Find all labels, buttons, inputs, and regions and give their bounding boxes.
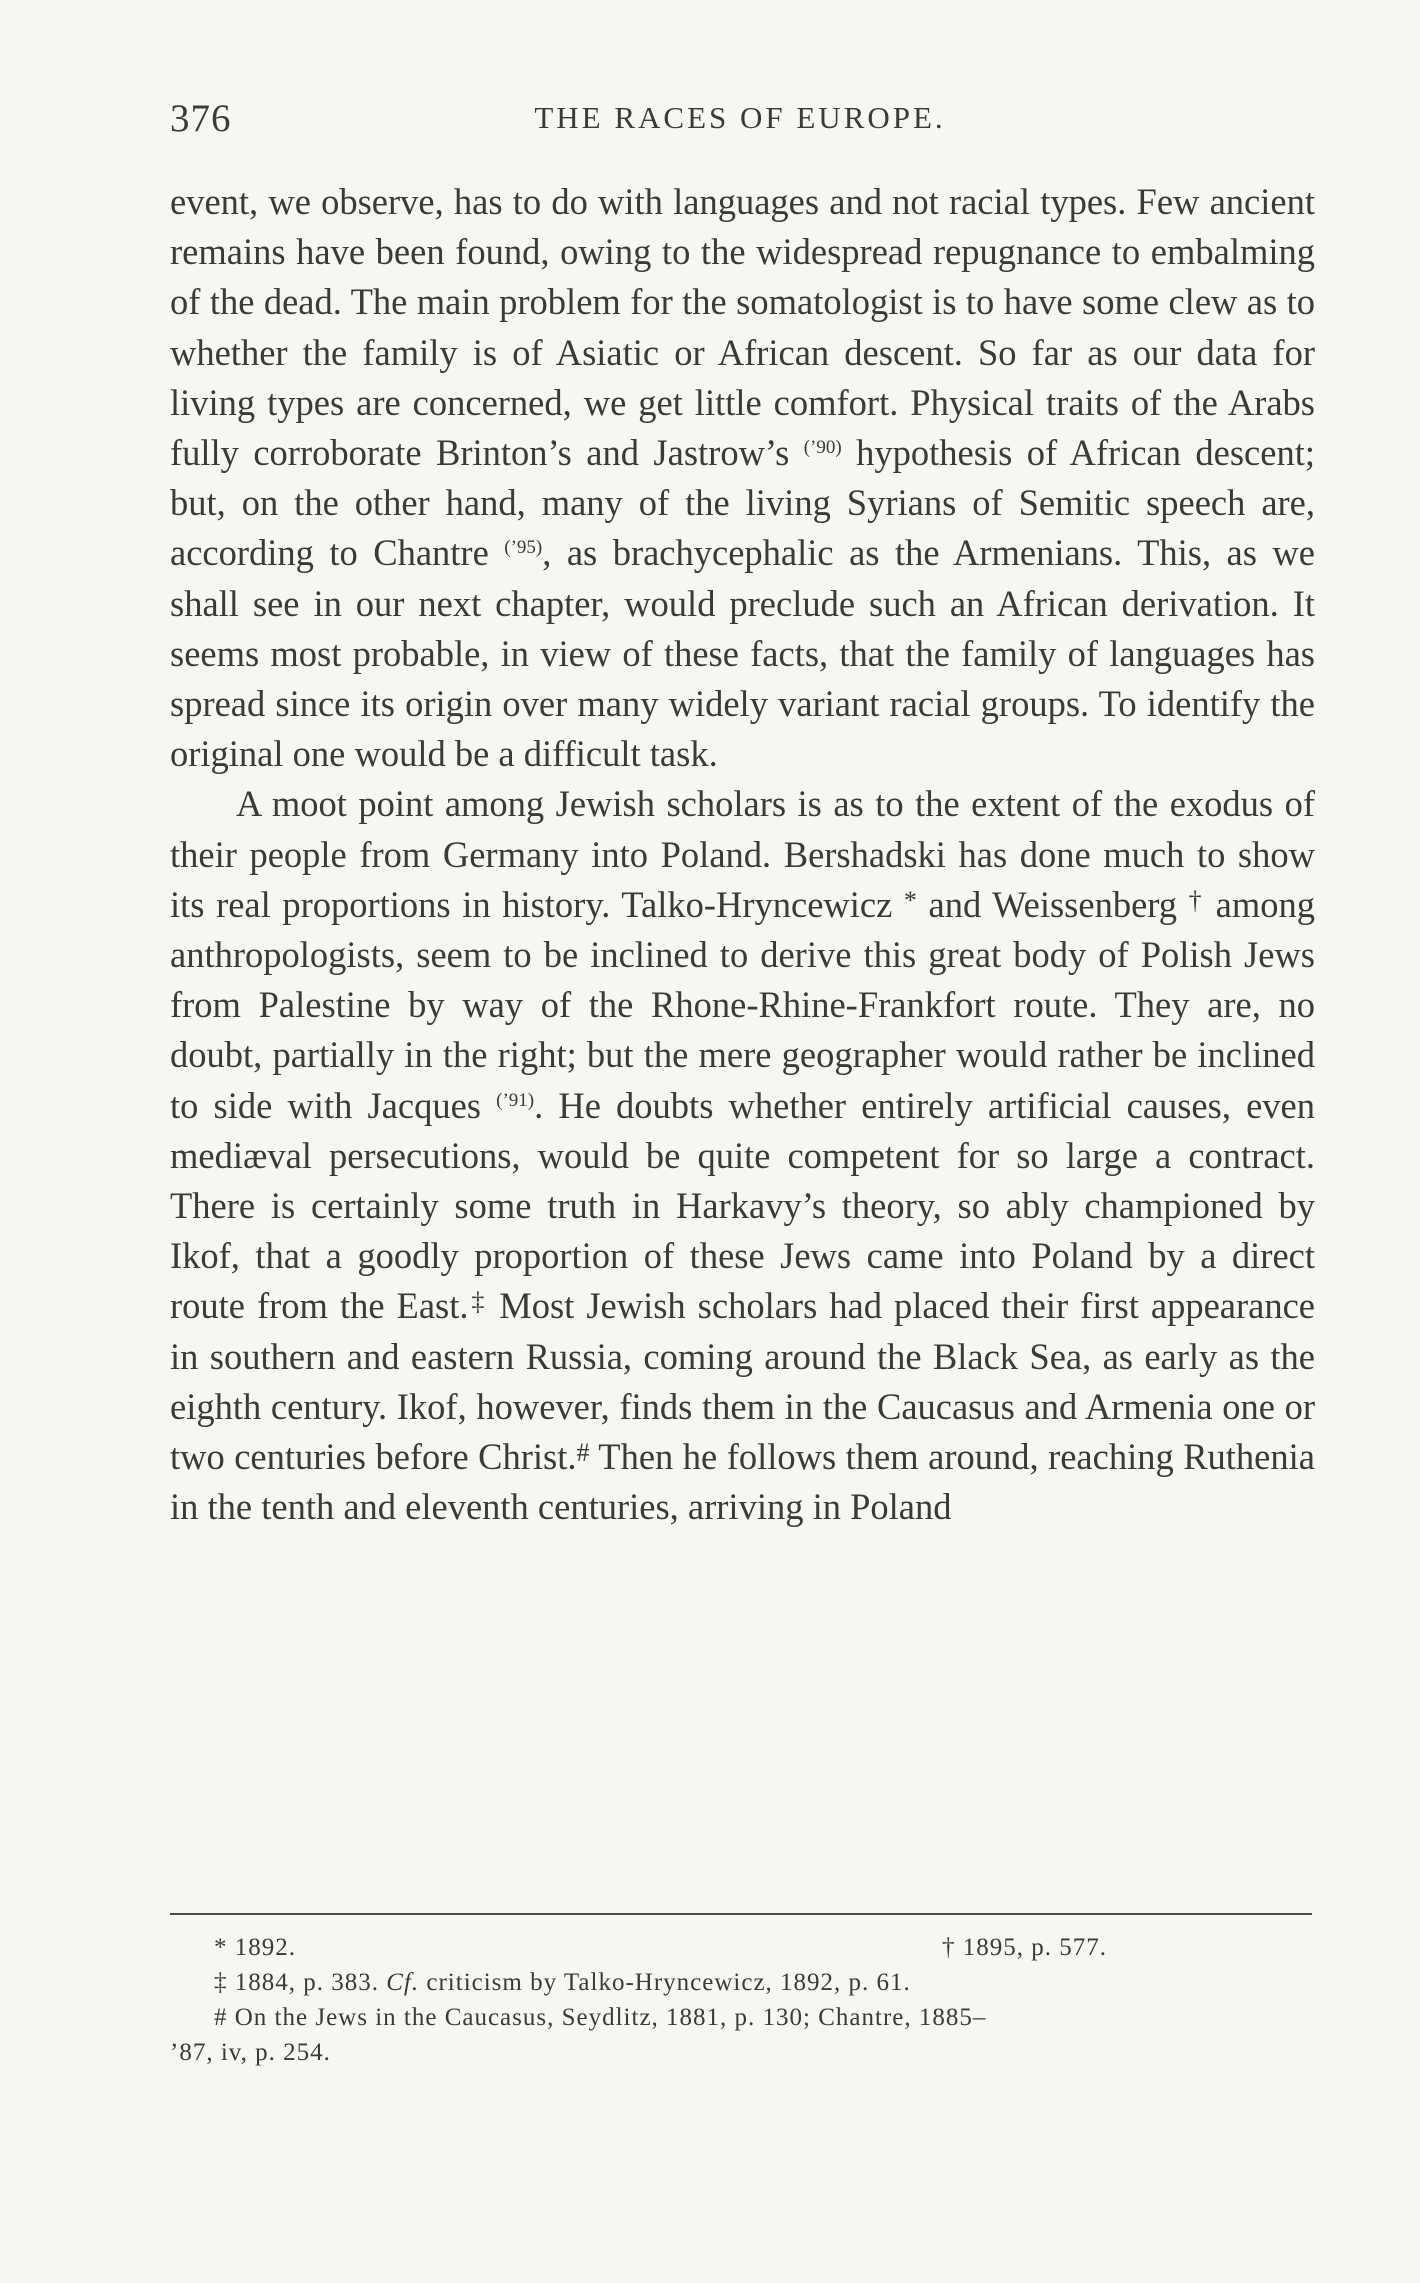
footnote-3	[170, 1965, 1312, 2000]
paragraph-2	[170, 779, 1315, 1532]
footnote-marker-hash: #	[576, 1438, 590, 1468]
footnotes	[170, 1930, 1312, 2070]
footnote-4-line-2: ’87, iv, p. 254.	[170, 2039, 331, 2066]
footnote-4-line-1: # On the Jews in the Caucasus, Seydlitz, 1881, p. 130; Chantre, 1885–	[214, 2004, 987, 2031]
paragraph-2-text-e: Most Jewish scholars had placed their first appearance in southern and eastern Russia, coming around the Black Sea, as early as the eighth century. Ikof, however, finds them in the Caucasus and Armenia one or two centuries before Christ.	[170, 1285, 1316, 1478]
citation-brinton-jastrow: (’90)	[803, 437, 842, 459]
paragraph-2-text-d: . He doubts whether entirely artificial causes, even mediæval persecutions, would be quite competent for so large a contract. There is certainly some truth in Harkavy’s theory, so ably championed by Ikof, that a goodly proportion of these Jews came into Poland by a direct route from the East.	[170, 1084, 1315, 1327]
paragraph-1	[170, 177, 1315, 779]
footnote-3-text-b: criticism by Talko-Hryncewicz, 1892, p. 61.	[419, 1969, 911, 1996]
citation-jacques: (’91)	[496, 1089, 535, 1111]
footnote-1: * 1892.	[214, 1934, 296, 1961]
paragraph-2-text-a: A moot point among Jewish scholars is as to the extent of the exodus of their people from Germany into Poland. Bershadski has done much to show its real proportions in history. Talko-Hryncewicz	[170, 783, 1315, 925]
footnote-row-1	[170, 1930, 1312, 1965]
footnote-2: † 1895, p. 577.	[942, 1934, 1107, 1961]
running-head	[170, 96, 1310, 146]
footnote-3-text-a: ‡ 1884, p. 383.	[214, 1969, 387, 1996]
footnote-3-italic: Cf.	[386, 1969, 420, 1996]
citation-chantre: (’95)	[504, 537, 543, 559]
footnote-marker-asterisk: *	[903, 885, 917, 915]
paragraph-1-text-a: event, we observe, has to do with languages and not racial types. Few ancient remains have been found, owing to the widespread repugnance to embalming of the dead. The main problem for the somatologist is to have some clew as to whether the family is of Asiatic or African descent. So far as our data for living types are concerned, we get little comfort. Physical traits of the Arabs fully corroborate Brinton’s and Jastrow’s	[170, 181, 1315, 474]
footnote-marker-double-dagger: ‡	[468, 1287, 488, 1317]
paragraph-2-text-b: and Weissenberg	[916, 883, 1189, 925]
running-title: THE RACES OF EUROPE.	[534, 100, 946, 135]
paragraph-1-text-b: hypothesis of African descent; but, on the other hand, many of the living Syrians of Semitic speech are, according to Chantre	[170, 432, 1315, 574]
body-text	[170, 177, 1315, 1532]
footnote-divider	[170, 1913, 1312, 1915]
footnote-marker-dagger: †	[1188, 885, 1205, 915]
paragraph-1-text-c: , as brachycephalic as the Armenians. This, as we shall see in our next chapter, would preclude such an African derivation. It seems most probable, in view of these facts, that the family of languages has spread since its origin over many widely variant racial groups. To identify the original one would be a difficult task.	[170, 532, 1315, 775]
page-number: 376	[170, 97, 232, 140]
paragraph-2-text-c: among anthropologists, seem to be inclined to derive this great body of Polish Jews from Palestine by way of the Rhone-Rhine-Frankfort route. They are, no doubt, partially in the right; but the mere geographer would rather be inclined to side with Jacques	[170, 883, 1316, 1126]
paragraph-2-text-f: Then he follows them around, reaching Ruthenia in the tenth and eleventh centuries, arriving in Poland	[170, 1436, 1315, 1528]
